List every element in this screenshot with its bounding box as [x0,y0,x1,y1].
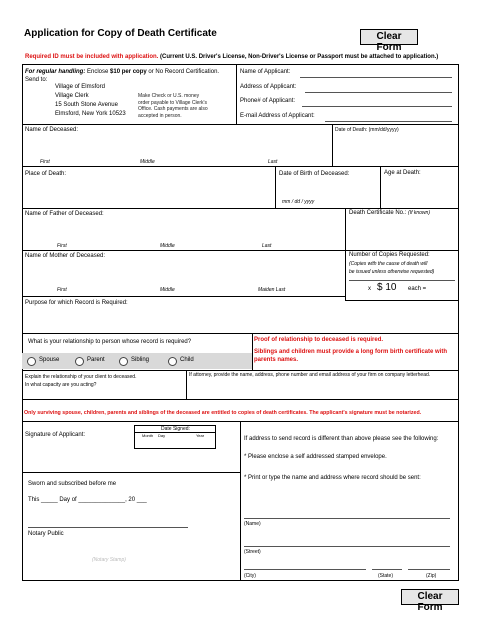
day-caption: Day [158,433,166,438]
divider [240,421,241,581]
divider [22,472,240,473]
divider [22,333,459,334]
copies-each: each = [408,286,427,292]
deceased-name-label: Name of Deceased: [25,127,79,133]
father-name-label: Name of Father of Deceased: [25,211,104,217]
father-name-field[interactable] [25,220,340,242]
clear-form-button-bottom[interactable]: Clear Form [401,589,459,605]
proof-notice: Proof of relationship to deceased is required. [254,337,384,343]
divider [22,370,459,371]
client-relationship-field[interactable] [25,389,183,398]
date-of-death-field[interactable] [335,135,455,157]
applicant-name-label: Name of Applicant: [240,69,291,75]
deceased-name-field[interactable] [25,135,330,157]
city-caption: (City) [244,573,256,579]
divider [380,166,381,208]
dob-format: mm / dd / yyyy [282,199,315,205]
date-signed-label: Date Signed: [161,426,190,432]
mother-name-label: Name of Mother of Deceased: [25,253,106,259]
mail-address: Village of Elmsford Village Clerk 15 South Stone Avenue Elmsford, New York 10523 [55,84,126,117]
copies-label: Number of Copies Requested: [349,252,430,258]
copies-note-1: (Copies with the cause of death will [349,261,428,267]
applicant-phone-field[interactable] [302,106,452,107]
date-of-death-label: Date of Death: (mm/dd/yyyy) [335,127,399,133]
payment-note: Make Check or U.S. money order payable to Village Clerk's Office. Cash payments are also accepted in person. [138,93,208,119]
age-label: Age at Death: [384,170,421,176]
child-radio[interactable] [168,357,177,366]
sibling-label: Sibling [131,357,150,363]
purpose-label: Purpose for which Record is Required: [25,300,128,306]
place-of-death-field[interactable] [25,180,270,204]
sibling-radio[interactable] [119,357,128,366]
state-caption: (State) [378,573,394,579]
divider [345,208,346,300]
applicant-email-field[interactable] [325,121,452,122]
divider [345,300,459,301]
spouse-label: Spouse [39,357,60,363]
page-title: Application for Copy of Death Certificate [24,28,217,39]
divider [22,399,459,400]
notary-signature-line[interactable] [28,527,188,528]
month-caption: Month [142,433,154,438]
divider [22,166,459,167]
deceased-last-caption: Last [268,159,278,165]
attorney-field[interactable] [189,380,455,398]
id-notice: Required ID must be included with application. (Current U.S. Driver's License, Non-Driver's License or Passport must be attached to application.) [25,54,439,60]
eligibility-notice: Only surviving spouse, children, parents and siblings of the deceased are entitled to copies of death certificates. The applicant's signature must be notarized. [24,410,422,416]
notary-public-label: Notary Public [28,531,64,537]
this-day-text: This _____ Day of ______________, 20 ___ [28,497,147,503]
sworn-text: Sworn and subscribed before me [28,481,117,487]
copies-times: x [368,286,371,292]
relationship-question: What is your relationship to person whose record is required? [28,339,192,345]
father-middle-caption: Middle [160,243,175,249]
signature-label: Signature of Applicant: [25,432,86,438]
date-signed-field[interactable] [136,438,214,448]
send-name-field[interactable] [244,518,450,519]
copies-count-field[interactable] [349,280,455,281]
mother-first-caption: First [57,287,67,293]
dob-label: Date of Birth of Deceased: [279,171,350,177]
copies-price: $ 10 [377,282,397,293]
cert-no-label: Death Certificate No.: (If known) [349,210,430,216]
name-caption: (Name) [244,521,261,527]
father-last-caption: Last [262,243,272,249]
divider [275,166,276,208]
regular-handling: For regular handling: Enclose $10 per copy or No Record Certification. [25,69,220,75]
client-line-1: Explain the relationship of your client to deceased. [25,374,137,380]
print-note: * Print or type the name and address where record should be sent: [244,475,421,481]
applicant-phone-label: Phone# of Applicant: [240,98,296,104]
place-of-death-label: Place of Death: [25,171,67,177]
divider [186,370,187,399]
send-address-intro: If address to send record is different than above please see the following: [244,436,439,442]
signature-field[interactable] [92,430,130,448]
cert-no-field[interactable] [349,220,455,244]
parent-label: Parent [87,357,105,363]
deceased-first-caption: First [40,159,50,165]
purpose-field[interactable] [25,309,455,331]
applicant-email-label: E-mail Address of Applicant: [240,113,315,119]
attorney-note: If attorney, provide the name, address, phone number and email address of your firm on company letterhead. [189,372,431,378]
divider [236,64,237,124]
send-state-field[interactable] [372,569,402,570]
divider [22,250,459,251]
client-line-2: In what capacity are you acting? [25,382,97,388]
copies-note-2: be issued unless otherwise requested) [349,269,435,275]
child-label: Child [180,357,194,363]
divider [22,296,345,297]
envelope-note: * Please enclose a self addressed stamped envelope. [244,454,387,460]
divider [22,208,459,209]
divider [252,333,253,371]
send-city-field[interactable] [244,569,366,570]
applicant-address-label: Address of Applicant: [240,84,297,90]
send-street-field[interactable] [244,546,450,547]
mother-name-field[interactable] [25,262,340,284]
father-first-caption: First [57,243,67,249]
dob-field[interactable] [279,180,377,198]
send-to-label: Send to: [25,77,48,83]
year-caption: Year [196,433,205,438]
zip-caption: (Zip) [426,573,437,579]
spouse-radio[interactable] [27,357,36,366]
mother-maiden-caption: Maiden Last [258,287,286,293]
divider [332,124,333,166]
notary-stamp-placeholder: (Notary Stamp) [92,557,126,563]
applicant-name-field[interactable] [300,77,452,78]
deceased-middle-caption: Middle [140,159,155,165]
send-zip-field[interactable] [408,569,450,570]
clear-form-button-top[interactable]: Clear Form [360,29,418,45]
parent-radio[interactable] [75,357,84,366]
divider [22,124,459,125]
mother-middle-caption: Middle [160,287,175,293]
applicant-address-field[interactable] [305,92,452,93]
age-field[interactable] [384,180,456,204]
street-caption: (Street) [244,549,261,555]
siblings-notice: Siblings and children must provide a long form birth certificate with parents names. [254,349,448,363]
